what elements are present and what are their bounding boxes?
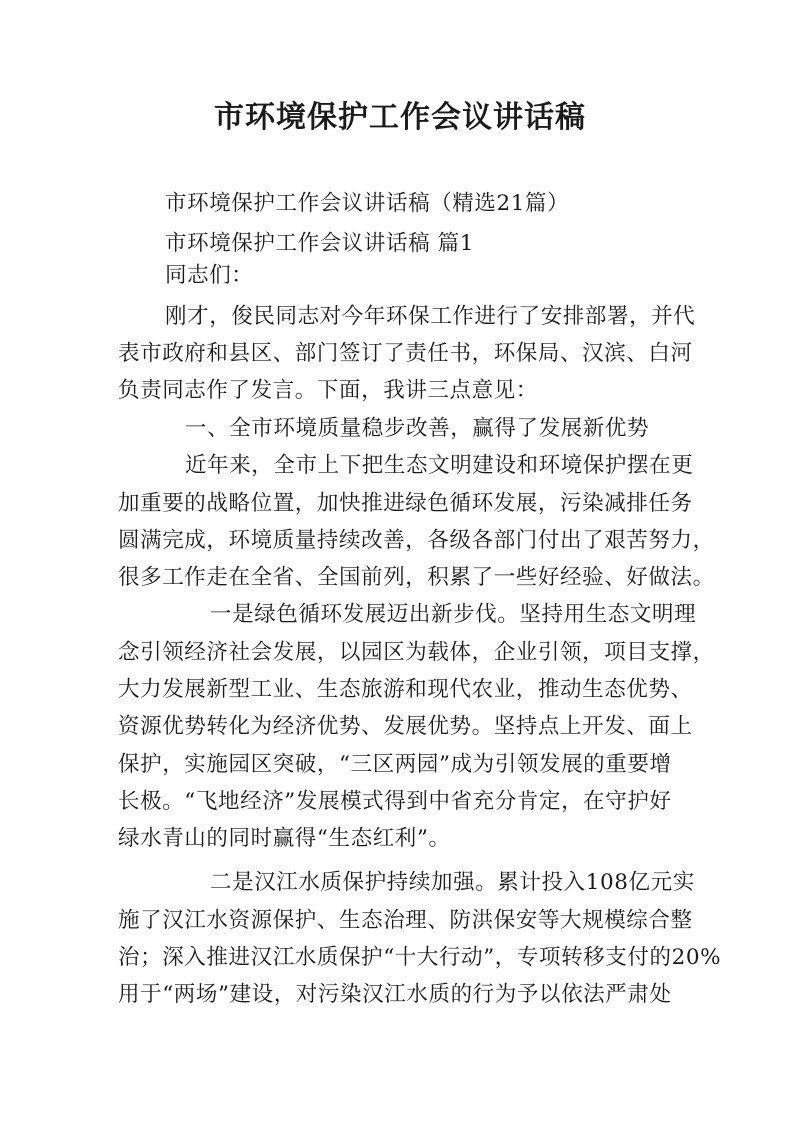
paragraph-line: 资源优势转化为经济优势、发展优势。坚持点上开发、面上	[118, 714, 693, 739]
paragraph-line: 施了汉江水资源保护、生态治理、防洪保安等大规模综合整	[118, 908, 693, 933]
paragraph-line: 负责同志作了发言。下面，我讲三点意见：	[118, 378, 538, 403]
paragraph-line: 近年来，全市上下把生态文明建设和环境保护摆在更	[185, 453, 694, 478]
subtitle-article: 市环境保护工作会议讲话稿 篇1	[165, 231, 475, 256]
paragraph-line: 二是汉江水质保护持续加强。累计投入108亿元实	[210, 870, 695, 895]
paragraph-line: 绿水青山的同时赢得“生态红利”。	[118, 826, 451, 851]
paragraph-line: 长极。“飞地经济”发展模式得到中省充分肯定，在守护好	[118, 789, 672, 814]
section-heading: 一、全市环境质量稳步改善，赢得了发展新优势	[185, 416, 650, 441]
document-title: 市环境保护工作会议讲话稿	[214, 100, 586, 135]
paragraph-line: 表市政府和县区、部门签订了责任书，环保局、汉滨、白河	[118, 341, 693, 366]
paragraph-line: 用于“两场”建设，对污染汉江水质的行为予以依法严肃处	[118, 982, 672, 1007]
paragraph-line: 很多工作走在全省、全国前列，积累了一些好经验、好做法。	[118, 565, 715, 590]
paragraph-line: 保护，实施园区突破，“三区两园”成为引领发展的重要增	[118, 752, 672, 777]
paragraph-line: 一是绿色循环发展迈出新步伐。坚持用生态文明理	[210, 602, 697, 627]
paragraph-line: 刚才，俊民同志对今年环保工作进行了安排部署，并代	[165, 304, 696, 329]
paragraph-line: 念引领经济社会发展，以园区为载体，企业引领，项目支撑，	[118, 640, 715, 665]
salutation: 同志们：	[165, 263, 254, 288]
paragraph-line: 治；深入推进汉江水质保护“十大行动”，专项转移支付的20%	[118, 945, 722, 970]
paragraph-line: 圆满完成，环境质量持续改善，各级各部门付出了艰苦努力，	[118, 528, 715, 553]
paragraph-line: 加重要的战略位置，加快推进绿色循环发展，污染减排任务	[118, 491, 693, 516]
subtitle-collection: 市环境保护工作会议讲话稿（精选21篇）	[165, 191, 570, 216]
paragraph-line: 大力发展新型工业、生态旅游和现代农业，推动生态优势、	[118, 677, 693, 702]
